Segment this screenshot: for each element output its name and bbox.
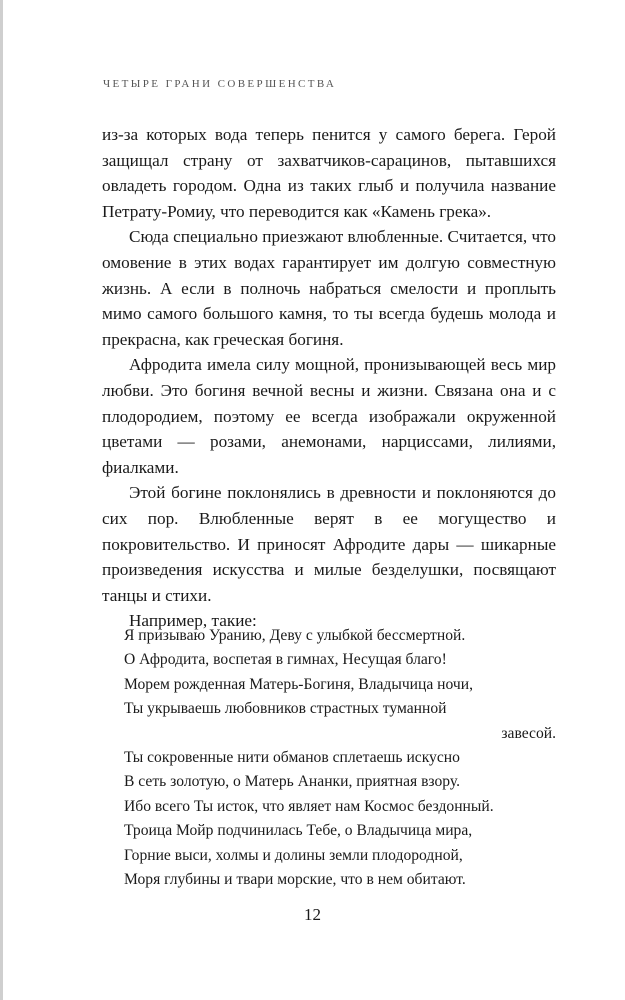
body-text (102, 122, 556, 634)
poem-line: Ты укрываешь любовников страстных туманной (124, 700, 447, 718)
poem-line: Я призываю Уранию, Деву с улыбкой бессмертной. (124, 627, 466, 644)
poem-line: Ибо всего Ты исток, что являет нам Космос бездонный. (124, 797, 494, 815)
poem-line-runover: завесой. (501, 724, 556, 742)
poem-line: Горние выси, холмы и долины земли плодородной, (124, 846, 463, 864)
poem-line: Троица Мойр подчинилась Тебе, о Владычица мира, (124, 822, 473, 840)
paragraph-3: Афродита имела силу мощной, пронизывающей весь мир любви. Это богиня вечной весны и жизни. Связана она и с плодородием, поэтому ее всегда изображали окруженной цветами — розами, анемонами, нарциссами, лилиями, фиалками. (102, 355, 556, 477)
running-head: ЧЕТЫРЕ ГРАНИ СОВЕРШЕНСТВА (103, 78, 337, 90)
paragraph-4: Этой богине поклонялись в древности и поклоняются до сих пор. Влюбленные верят в ее могущество и покровительство. И приносят Афродите дары — шикарные произведения искусства и милые безделушки, посвящают танцы и стихи. (102, 483, 556, 605)
poem-line: О Афродита, воспетая в гимнах, Несущая благо! (124, 651, 447, 669)
page-edge (0, 0, 3, 1000)
poem-line: В сеть золотую, о Матерь Ананки, приятная взору. (124, 773, 461, 791)
poem-line: Морем рожденная Матерь-Богиня, Владычица ночи, (124, 675, 473, 693)
poem-line: Ты сокровенные нити обманов сплетаешь искусно (124, 749, 460, 767)
poem-intro: Например, такие: (129, 611, 257, 631)
paragraph-1: из-за которых вода теперь пенится у самого берега. Герой защищал страну от захватчиков-сарацинов, пытавшихся овладеть городом. Одна из таких глыб и получила название Петрату-Ромиу, что переводится как «Камень грека». (102, 125, 556, 221)
poem (124, 624, 556, 892)
poem-line: Моря глубины и твари морские, что в нем обитают. (124, 871, 466, 889)
page-number: 12 (304, 905, 321, 924)
paragraph-2: Сюда специально приезжают влюбленные. Считается, что омовение в этих водах гарантирует им долгую совместную жизнь. А если в полночь набраться смелости и проплыть мимо самого большого камня, то ты всегда будешь молода и прекрасна, как греческая богиня. (102, 227, 556, 349)
